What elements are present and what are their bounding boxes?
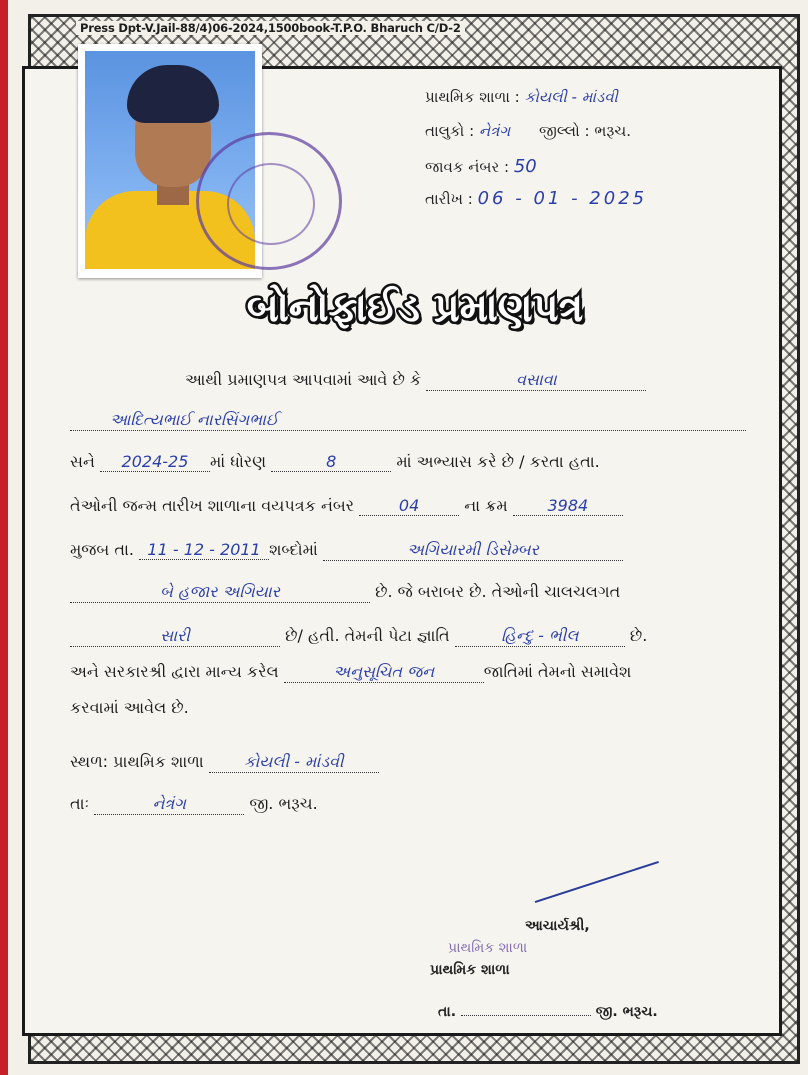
body-line-9 <box>70 698 189 718</box>
line9-text: કરવામાં આવેલ છે. <box>70 698 189 717</box>
body-line-8 <box>70 662 631 683</box>
body-line-1 <box>185 370 646 391</box>
body-line-7 <box>70 626 647 647</box>
body-line-3 <box>70 452 600 472</box>
line7-end: છે. <box>629 626 648 645</box>
signature-ta-label: તા. <box>438 1004 457 1020</box>
district-label: જીલ્લો : ભરૂચ. <box>539 122 632 140</box>
outward-row <box>425 156 537 177</box>
date-value: 06 - 01 - 2025 <box>477 188 648 209</box>
signature-school: પ્રાથમિક શાળા <box>430 962 510 978</box>
surname-value: વસાવા <box>426 370 646 391</box>
body-line-5 <box>70 540 623 561</box>
signature-district: જી. ભરૂચ. <box>595 1004 658 1020</box>
signature-ta-blank <box>461 1015 591 1016</box>
place-value: કોયલી - માંડવી <box>209 752 379 773</box>
stamp-school: પ્રાથમિક શાળા <box>448 940 528 956</box>
certificate-title: બોનોફાઈડ પ્રમાણપત્ર <box>246 285 584 331</box>
date-label: તારીખ : <box>425 190 473 208</box>
line8-end: જાતિમાં તેમનો સમાવેશ <box>483 662 632 681</box>
taluka-value: નેત્રંગ <box>478 122 511 140</box>
line7-text: છે/ હતી. તેમની પેટા જ્ઞાતિ <box>285 626 450 645</box>
birth-year-words: બે હજાર અગિયાર <box>70 582 370 603</box>
principal-label: આચાર્યશ્રી, <box>525 918 590 934</box>
outward-label: જાવક નંબર : <box>425 158 510 176</box>
school-stamp <box>196 132 342 270</box>
line1-text: આથી પ્રમાણપત્ર આપવામાં આવે છે કે <box>185 370 422 389</box>
birth-date-value: 11 - 12 - 2011 <box>139 540 269 560</box>
body-line-2 <box>70 410 746 431</box>
line4-text: તેઓની જન્મ તારીખ શાળાના વયપત્રક નંબર <box>70 496 354 515</box>
standard-label: માં ધોરણ <box>209 452 267 471</box>
place-ta-label: તાઃ <box>70 794 90 813</box>
place-taluka-row <box>70 794 318 815</box>
place-district: જી. ભરૂચ. <box>249 794 318 813</box>
body-line-4 <box>70 496 623 516</box>
register-number: 04 <box>359 496 459 516</box>
date-row <box>425 188 647 209</box>
place-label: સ્થળ: પ્રાથમિક શાળા <box>70 752 204 771</box>
place-ta-value: નેત્રંગ <box>94 794 244 815</box>
taluka-row <box>425 122 631 140</box>
caste-category-value: અનુસૂચિત જન <box>284 662 484 683</box>
outward-value: 50 <box>513 156 537 177</box>
birth-date-words: અગિયારમી ડિસેમ્બર <box>323 540 623 561</box>
place-row <box>70 752 379 773</box>
serial-value: 3984 <box>513 496 623 516</box>
signature-taluka-row <box>438 1004 658 1020</box>
mujab-label: મુજબ તા. <box>70 540 134 559</box>
sub-caste-value: હિન્દુ - ભીલ <box>455 626 625 647</box>
standard-value: 8 <box>271 452 391 472</box>
taluka-label: તાલુકો : <box>425 122 475 140</box>
line8-text: અને સરકારશ્રી દ્વારા માન્ય કરેલ <box>70 662 279 681</box>
serial-label: ના ક્રમ <box>464 496 508 515</box>
body-line-6 <box>70 582 620 603</box>
principal-stamp <box>448 940 527 956</box>
press-line: Press Dpt-V.Jail-88/4)06-2024,1500book-T.P.O. Bharuch C/D-2 <box>76 21 465 35</box>
sane-label: સને <box>70 452 95 471</box>
student-name-value: આદિત્યભાઈ નારસિંગભાઈ <box>70 410 746 431</box>
school-label: પ્રાથમિક શાળા : <box>425 88 520 106</box>
in-words-label: શબ્દોમાં <box>269 540 318 559</box>
line6-text: છે. જે બરાબર છે. તેઓની ચાલચલગત <box>375 582 621 601</box>
year-value: 2024-25 <box>100 452 210 472</box>
school-value: કોયલી - માંડવી <box>524 88 618 106</box>
conduct-value: સારી <box>70 626 280 647</box>
line3-end: માં અભ્યાસ કરે છે / કરતા હતા. <box>396 452 600 471</box>
school-row <box>425 88 618 106</box>
